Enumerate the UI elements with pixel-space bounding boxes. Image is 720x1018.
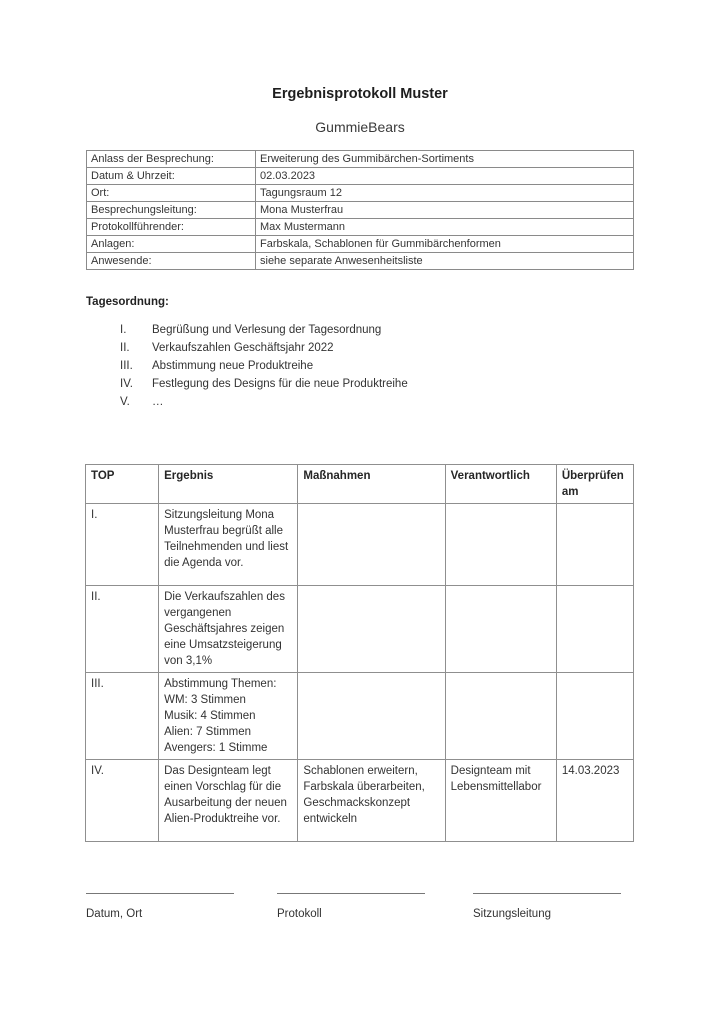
header-ueberpruefen: Überprüfen am <box>556 465 633 504</box>
info-value: Tagungsraum 12 <box>256 185 634 202</box>
cell-top: I. <box>86 504 159 586</box>
cell-massnahmen <box>298 586 445 673</box>
agenda-item-number: IV. <box>120 378 134 390</box>
cell-ergebnis: Das Designteam legt einen Vorschlag für die Ausarbeitung der neuen Alien-Produktreihe vor. <box>159 760 298 842</box>
info-label: Anlass der Besprechung: <box>87 151 256 168</box>
info-row <box>87 185 634 202</box>
cell-ergebnis: Sitzungsleitung Mona Musterfrau begrüßt alle Teilnehmenden und liest die Agenda vor. <box>159 504 298 586</box>
signature-line <box>86 893 234 894</box>
header-top: TOP <box>86 465 159 504</box>
info-value: 02.03.2023 <box>256 168 634 185</box>
cell-verantwortlich <box>445 673 556 760</box>
agenda-item <box>120 339 408 357</box>
info-label: Protokollführender: <box>87 219 256 236</box>
table-row <box>86 673 634 760</box>
agenda-item-text: Verkaufszahlen Geschäftsjahr 2022 <box>152 342 334 354</box>
cell-verantwortlich: Designteam mit Lebensmittellabor <box>445 760 556 842</box>
info-label: Anlagen: <box>87 236 256 253</box>
agenda-item-number: I. <box>120 324 127 336</box>
info-row <box>87 219 634 236</box>
agenda-heading: Tagesordnung: <box>86 296 169 308</box>
agenda-item-text: Begrüßung und Verlesung der Tagesordnung <box>152 324 382 336</box>
info-value: Farbskala, Schablonen für Gummibärchenformen <box>256 236 634 253</box>
info-value: siehe separate Anwesenheitsliste <box>256 253 634 270</box>
agenda-item-text: … <box>152 396 164 408</box>
cell-massnahmen: Schablonen erweitern, Farbskala überarbeiten, Geschmackskonzept entwickeln <box>298 760 445 842</box>
cell-ueberpruefen: 14.03.2023 <box>556 760 633 842</box>
cell-ergebnis: Abstimmung Themen: WM: 3 Stimmen Musik: 4 Stimmen Alien: 7 Stimmen Avengers: 1 Stimme <box>159 673 298 760</box>
agenda-item-number: II. <box>120 342 130 354</box>
header-verantwortlich: Verantwortlich <box>445 465 556 504</box>
agenda-item-text: Abstimmung neue Produktreihe <box>152 360 314 372</box>
cell-massnahmen <box>298 673 445 760</box>
info-value: Mona Musterfrau <box>256 202 634 219</box>
cell-verantwortlich <box>445 504 556 586</box>
document-subtitle: GummieBears <box>315 119 405 135</box>
signature-line <box>277 893 425 894</box>
agenda-item <box>120 393 408 411</box>
info-row <box>87 202 634 219</box>
cell-top: II. <box>86 586 159 673</box>
agenda-item-text: Festlegung des Designs für die neue Produktreihe <box>152 378 408 390</box>
cell-ueberpruefen <box>556 673 633 760</box>
cell-top: IV. <box>86 760 159 842</box>
info-value: Max Mustermann <box>256 219 634 236</box>
document-title: Ergebnisprotokoll Muster <box>272 86 448 102</box>
meeting-info-table <box>86 150 634 270</box>
signature-protocol <box>277 893 425 920</box>
signature-chair <box>473 893 621 920</box>
info-label: Ort: <box>87 185 256 202</box>
signature-label: Protokoll <box>277 908 322 920</box>
cell-massnahmen <box>298 504 445 586</box>
info-value: Erweiterung des Gummibärchen-Sortiments <box>256 151 634 168</box>
cell-ueberpruefen <box>556 504 633 586</box>
info-row <box>87 236 634 253</box>
info-label: Besprechungsleitung: <box>87 202 256 219</box>
agenda-item <box>120 321 408 339</box>
table-row <box>86 586 634 673</box>
results-header-row <box>86 465 634 504</box>
info-row <box>87 151 634 168</box>
header-ergebnis: Ergebnis <box>159 465 298 504</box>
table-row <box>86 760 634 842</box>
info-label: Datum & Uhrzeit: <box>87 168 256 185</box>
cell-ergebnis: Die Verkaufszahlen des vergangenen Geschäftsjahres zeigen eine Umsatzsteigerung von 3,1% <box>159 586 298 673</box>
cell-top: III. <box>86 673 159 760</box>
results-table <box>85 464 634 842</box>
signature-line <box>473 893 621 894</box>
signature-date-place <box>86 893 234 920</box>
signature-label: Sitzungsleitung <box>473 908 551 920</box>
agenda-item <box>120 357 408 375</box>
info-row <box>87 168 634 185</box>
agenda-item-number: III. <box>120 360 133 372</box>
cell-ueberpruefen <box>556 586 633 673</box>
info-row <box>87 253 634 270</box>
header-massnahmen: Maßnahmen <box>298 465 445 504</box>
agenda-item <box>120 375 408 393</box>
table-row <box>86 504 634 586</box>
cell-verantwortlich <box>445 586 556 673</box>
signature-label: Datum, Ort <box>86 908 143 920</box>
agenda-list <box>120 321 408 411</box>
info-label: Anwesende: <box>87 253 256 270</box>
agenda-item-number: V. <box>120 396 130 408</box>
